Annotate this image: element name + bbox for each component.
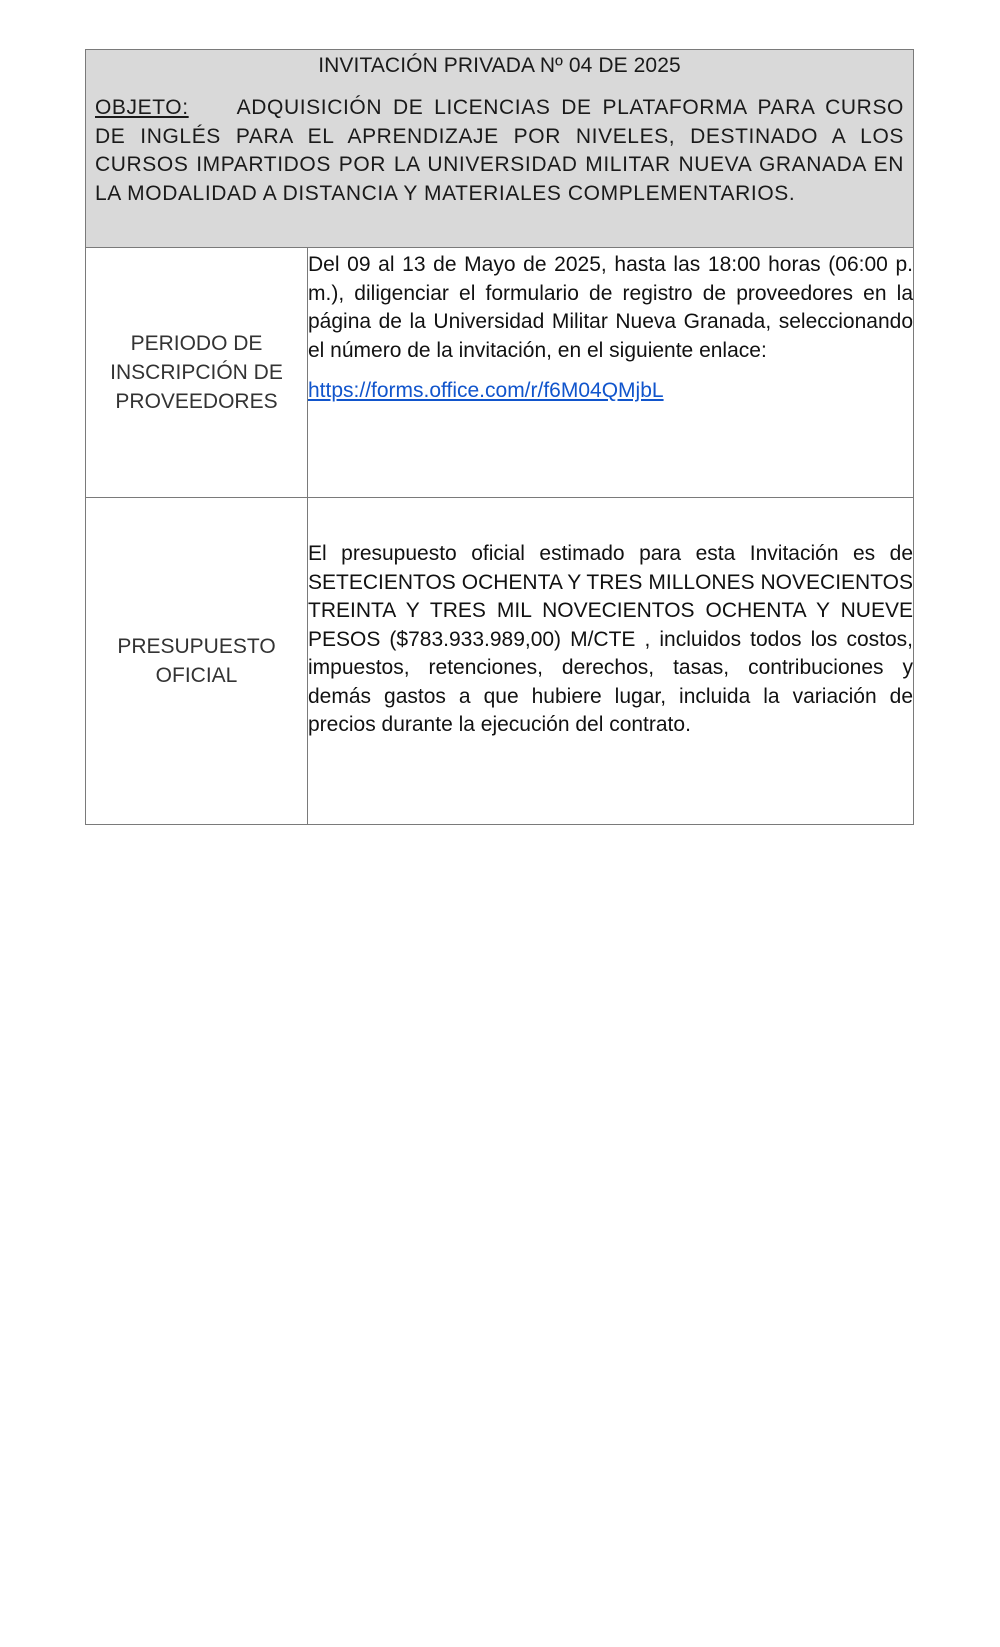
objeto-text: ADQUISICIÓN DE LICENCIAS DE PLATAFORMA PARA CURSO DE INGLÉS PARA EL APRENDIZAJE POR NIVELES, DESTINADO A LOS CURSOS IMPARTIDOS POR LA UNIVERSIDAD MILITAR NUEVA GRANADA EN LA MODALIDAD A DISTANCIA Y MATERIALES COMPLEMENTARIOS. (95, 96, 904, 205)
registration-period-text: Del 09 al 13 de Mayo de 2025, hasta las 18:00 horas (06:00 p. m.), diligenciar el formulario de registro de proveedores en la página de la Universidad Militar Nueva Granada, seleccionando el número de la invitación, en el siguiente enlace: (308, 253, 913, 362)
official-budget-label: PRESUPUESTO OFICIAL (86, 498, 308, 824)
registration-period-content (308, 248, 913, 497)
invitation-title: INVITACIÓN PRIVADA Nº 04 DE 2025 (318, 54, 681, 77)
table-row-official-budget (86, 498, 913, 824)
official-budget-text: El presupuesto oficial estimado para esta Invitación es de SETECIENTOS OCHENTA Y TRES MILLONES NOVECIENTOS TREINTA Y TRES MIL NOVECIENTOS OCHENTA Y NUEVE PESOS ($783.933.989,00) M/CTE , incluidos todos los costos, impuestos, retenciones, derechos, tasas, contribuciones y demás gastos a que hubiere lugar, incluida la variación de precios durante la ejecución del contrato. (308, 542, 913, 736)
objeto-label: OBJETO: (95, 96, 189, 119)
official-budget-content (308, 498, 913, 824)
table-row-registration-period (86, 248, 913, 498)
registration-link-line (308, 377, 913, 406)
registration-form-link[interactable]: https://forms.office.com/r/f6M04QMjbL (308, 379, 664, 402)
invitation-table (85, 49, 914, 825)
objeto-paragraph (95, 94, 904, 208)
registration-period-label: PERIODO DE INSCRIPCIÓN DE PROVEEDORES (86, 248, 308, 497)
table-header (86, 50, 913, 248)
